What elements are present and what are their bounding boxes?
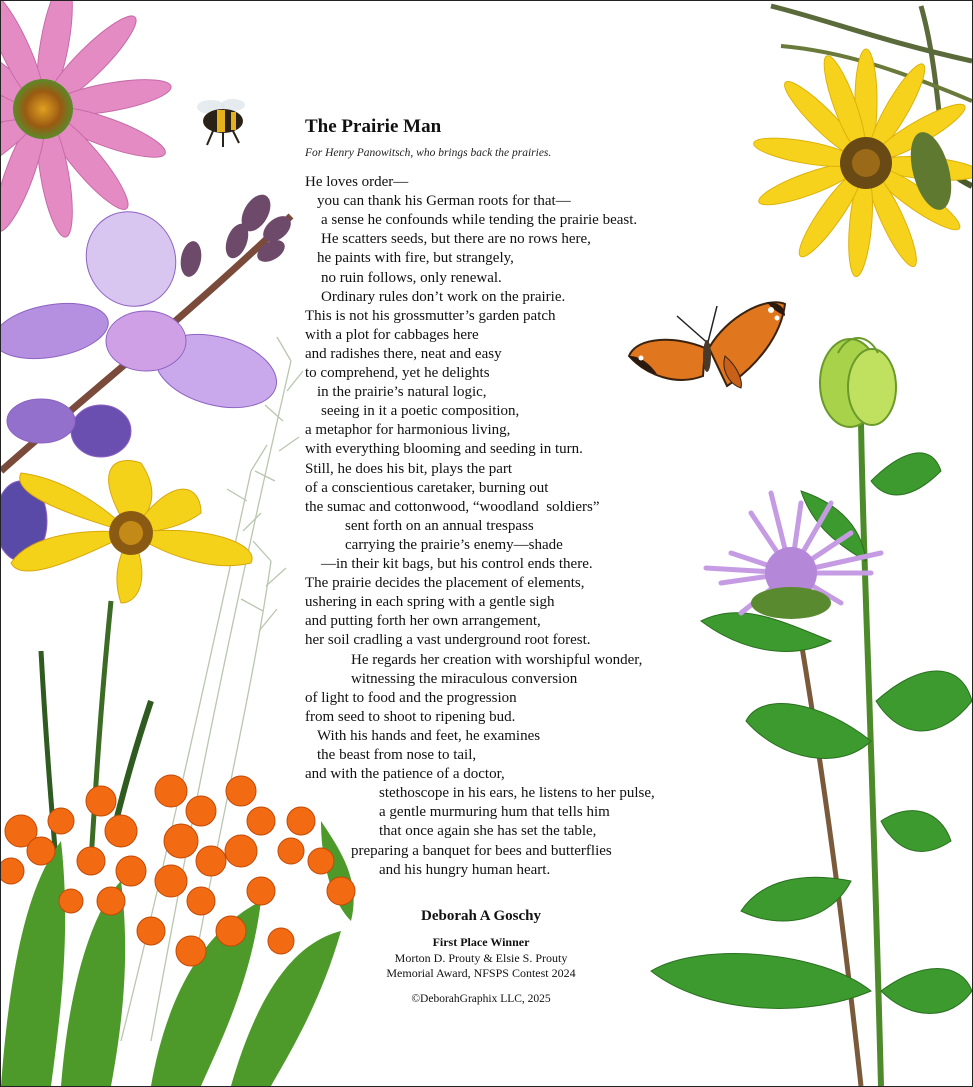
poem-line: stethoscope in his ears, he listens to her pulse,	[379, 785, 655, 802]
poem-line: a gentle murmuring hum that tells him	[379, 804, 610, 821]
poem-line: of a conscientious caretaker, burning out	[305, 479, 549, 496]
poem-line: and radishes there, neat and easy	[305, 345, 502, 362]
poem-line: ushering in each spring with a gentle sigh	[305, 594, 555, 611]
copyright-notice: ©DeborahGraphix LLC, 2025	[411, 993, 551, 1005]
poem-line: The prairie decides the placement of elements,	[305, 575, 585, 592]
poem-line: that once again she has set the table,	[379, 823, 597, 840]
poem-line: and with the patience of a doctor,	[305, 766, 505, 783]
yellow-coreopsis-icon	[11, 461, 252, 603]
yellow-sunflower-icon	[752, 6, 972, 278]
poem-line: seeing in it a poetic composition,	[321, 403, 520, 420]
poem-line: with a plot for cabbages here	[305, 326, 479, 343]
poem-line: in the prairie’s natural logic,	[317, 384, 487, 401]
poem-line: preparing a banquet for bees and butterflies	[351, 842, 612, 859]
poem-line: He regards her creation with worshipful wonder,	[351, 651, 643, 668]
poem-line: from seed to shoot to ripening bud.	[305, 708, 516, 725]
poem-line: Ordinary rules don’t work on the prairie.	[321, 288, 566, 305]
orange-milkweed-icon	[1, 775, 355, 1086]
poem-line: the beast from nose to tail,	[317, 747, 477, 763]
award-line: Memorial Award, NFSPS Contest 2024	[386, 966, 576, 980]
poem-line: With his hands and feet, he examines	[317, 727, 541, 744]
poem-dedication: For Henry Panowitsch, who brings back the prairies.	[305, 147, 552, 159]
poem-line: —in their kit bags, but his control ends there.	[321, 556, 593, 572]
bumblebee-icon	[197, 99, 245, 147]
award-line: Morton D. Prouty & Elsie S. Prouty	[394, 951, 568, 965]
author-name: Deborah A Goschy	[420, 908, 541, 924]
poem-line: the sumac and cottonwood, “woodland soldiers”	[305, 498, 600, 515]
poem-line: He scatters seeds, but there are no rows here,	[321, 231, 591, 248]
poem-line: witnessing the miraculous conversion	[351, 670, 578, 687]
pink-coneflower-icon	[1, 1, 173, 239]
poem-line: He loves order—	[305, 174, 409, 190]
leafy-stem-icon	[651, 421, 972, 1086]
poem-line: to comprehend, yet he delights	[305, 365, 490, 381]
poem-line: he paints with fire, but strangely,	[317, 250, 514, 267]
green-bud-icon	[820, 338, 896, 427]
poem-line: a metaphor for harmonious living,	[305, 422, 511, 439]
poem-line: of light to food and the progression	[305, 689, 517, 706]
poem-line: no ruin follows, only renewal.	[321, 269, 502, 286]
poem-line: you can thank his German roots for that—	[317, 193, 571, 210]
poem-line: carrying the prairie’s enemy—shade	[345, 536, 563, 553]
painted-lady-butterfly-icon	[629, 302, 785, 388]
poem-line: sent forth on an annual trespass	[345, 517, 534, 534]
poem-title: The Prairie Man	[305, 116, 442, 137]
poem-line: and his hungry human heart.	[379, 861, 551, 878]
poem-line: This is not his grossmutter’s garden patch	[305, 307, 556, 324]
poem-line: with everything blooming and seeding in turn.	[305, 441, 583, 458]
bee-balm-icon	[706, 493, 881, 619]
poem-line: a sense he confounds while tending the prairie beast.	[321, 212, 638, 229]
poem-line: her soil cradling a vast underground root forest.	[305, 632, 591, 649]
poem-line: Still, he does his bit, plays the part	[305, 460, 513, 477]
poem-line: and putting forth her own arrangement,	[305, 613, 541, 630]
award-title: First Place Winner	[432, 935, 530, 949]
